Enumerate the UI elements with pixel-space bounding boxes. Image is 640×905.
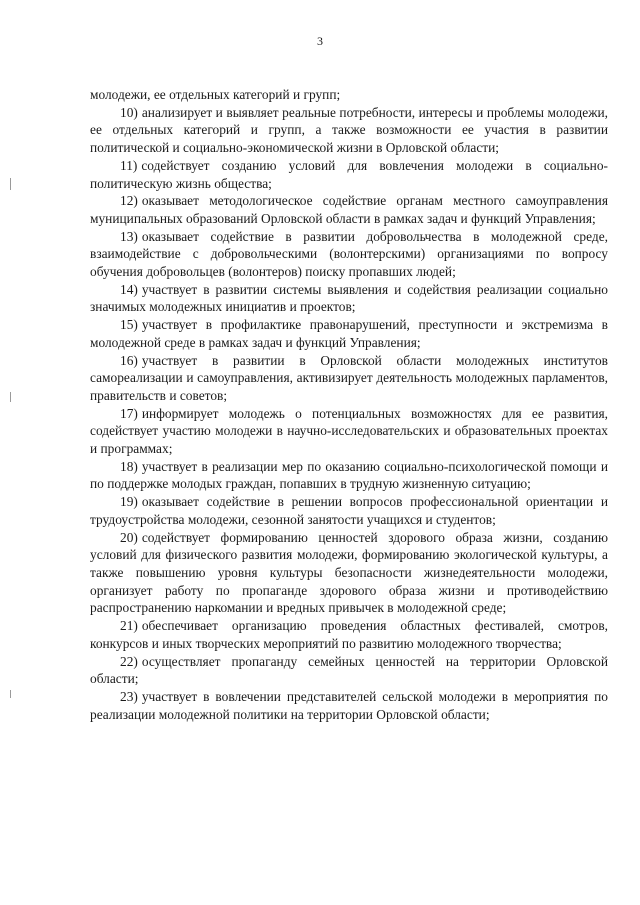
item-number: 14) [120,281,138,297]
paragraph-text: оказывает методологическое содействие органам местного самоуправления муниципальных образований Орловской области в рамках задач и функций Управления; [90,193,608,226]
paragraph-text: участвует в вовлечении представителей сельской молодежи в мероприятия по реализации молодежной политики на территории Орловской области; [90,688,608,722]
paragraph-text: оказывает содействие в решении вопросов профессиональной ориентации и трудоустройства молодежи, сезонной занятости учащихся и студентов; [90,494,608,527]
item-number: 17) [120,405,138,421]
paragraph-text: участвует в развитии в Орловской области молодежных институтов самореализации и самоуправления, активизирует деятельность молодежных парламентов, правительств и советов; [90,352,608,403]
item-number: 12) [120,193,138,209]
paragraph [90,653,608,688]
paragraph-text: оказывает содействие в развитии добровольчества в молодежной среде, взаимодействие с добровольческими (волонтерскими) организациями по вопросу обучения добровольцев (волонтеров) поиску пропавших людей; [90,228,608,280]
item-number: 13) [120,228,138,244]
paragraph [90,688,608,723]
paragraph [90,192,608,227]
scan-margin-mark [10,690,11,698]
paragraph [90,316,608,351]
item-number: 18) [120,458,138,474]
paragraph-text: осуществляет пропаганду семейных ценностей на территории Орловской области; [90,653,608,687]
paragraph [90,104,608,157]
item-number: 20) [120,529,138,545]
paragraph [90,458,608,493]
page-number: 3 [317,34,323,48]
scan-margin-mark [10,392,11,402]
paragraph-text: молодежи, ее отдельных категорий и групп; [90,87,341,102]
paragraph-text: информирует молодежь о потенциальных возможностях для ее развития, содействует участию молодежи в научно-исследовательских и образовательных проектах и программах; [90,405,608,457]
paragraph [90,228,608,281]
paragraph [90,529,608,618]
item-number: 15) [120,317,138,333]
item-number: 11) [120,157,138,173]
paragraph [90,281,608,316]
paragraph [90,617,608,652]
paragraph-text: обеспечивает организацию проведения областных фестивалей, смотров, конкурсов и иных творческих мероприятий по развитию молодежного творчества; [90,618,608,651]
item-number: 22) [120,653,138,669]
paragraph [90,493,608,528]
paragraph-text: содействует созданию условий для вовлечения молодежи в социально-политическую жизнь общества; [90,157,608,191]
item-number: 19) [120,494,138,510]
paragraph [90,352,608,405]
item-number: 21) [120,618,138,634]
paragraph-text: участвует в профилактике правонарушений, преступности и экстремизма в молодежной среде в рамках задач и функций Управления; [90,317,608,350]
paragraph-text: участвует в реализации мер по оказанию социально-психологической помощи и по поддержке молодых граждан, попавших в трудную жизненную ситуацию; [90,458,608,492]
paragraph-text: содействует формированию ценностей здорового образа жизни, созданию условий для физического развития молодежи, формированию экологической культуры, а также повышению уровня культуры безопасности жизнедеятельности молодежи, организует работу по пропаганде здорового образа жизни и противодействию распространению наркомании и вредных привычек в молодежной среде; [90,529,608,616]
document-body [90,86,608,723]
paragraph [90,157,608,192]
paragraph-text: участвует в развитии системы выявления и содействия реализации социально значимых молодежных инициатив и проектов; [90,281,608,315]
item-number: 10) [120,104,138,120]
paragraph [90,405,608,458]
paragraph-text: анализирует и выявляет реальные потребности, интересы и проблемы молодежи, ее отдельных категорий и групп, а также возможности ее участия в развитии политической и социально-экономической жизни в Орловской области; [90,104,608,156]
paragraph [90,86,608,104]
scan-margin-mark [10,178,11,190]
item-number: 23) [120,688,138,704]
item-number: 16) [120,352,138,368]
